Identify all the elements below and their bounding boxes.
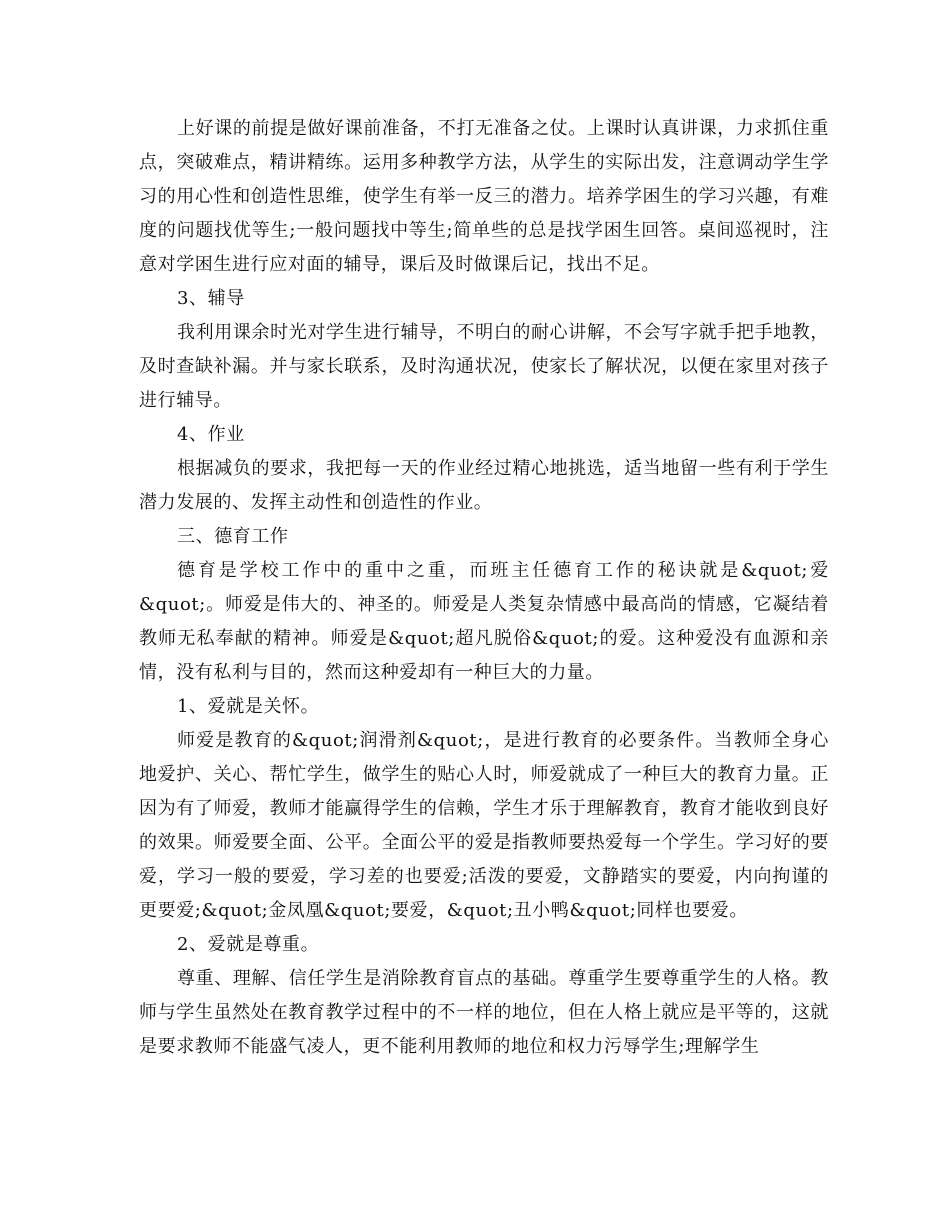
- paragraph-tutoring: 我利用课余时光对学生进行辅导，不明白的耐心讲解，不会写字就手把手地教，及时查缺补漏。并与家长联系，及时沟通状况，使家长了解状况，以便在家里对孩子进行辅导。: [139, 322, 829, 411]
- paragraph-love-is-respect: 尊重、理解、信任学生是消除教育盲点的基础。尊重学生要尊重学生的人格。教师与学生虽然处在教育教学过程中的不一样的地位，但在人格上就应是平等的，这就是要求教师不能盛气凌人，更不能利用教师的地位和权力污辱学生;理解学生: [139, 968, 829, 1057]
- heading-tutoring: 3、辅导: [177, 288, 245, 309]
- paragraph-moral-education: 德育是学校工作中的重中之重，而班主任德育工作的秘诀就是&quot;爱&quot;。师爱是伟大的、神圣的。师爱是人类复杂情感中最高尚的情感，它凝结着教师无私奉献的精神。师爱是&quot;超凡脱俗&quot;的爱。这种爱没有血源和亲情，没有私利与目的，然而这种爱却有一种巨大的力量。: [139, 560, 829, 683]
- heading-love-is-care: 1、爱就是关怀。: [177, 696, 320, 717]
- paragraph-class-preparation: 上好课的前提是做好课前准备，不打无准备之仗。上课时认真讲课，力求抓住重点，突破难点，精讲精练。运用多种教学方法，从学生的实际出发，注意调动学生学习的用心性和创造性思维，使学生有举一反三的潜力。培养学困生的学习兴趣，有难度的问题找优等生;一般问题找中等生;简单些的总是找学困生回答。桌间巡视时，注意对学困生进行应对面的辅导，课后及时做课后记，找出不足。: [139, 118, 829, 275]
- paragraph-homework: 根据减负的要求，我把每一天的作业经过精心地挑选，适当地留一些有利于学生潜力发展的、发挥主动性和创造性的作业。: [139, 458, 829, 513]
- heading-moral-education: 三、德育工作: [177, 526, 289, 547]
- document-body: [139, 112, 829, 1064]
- heading-love-is-respect: 2、爱就是尊重。: [177, 934, 320, 955]
- paragraph-love-is-care: 师爱是教育的&quot;润滑剂&quot;，是进行教育的必要条件。当教师全身心地爱护、关心、帮忙学生，做学生的贴心人时，师爱就成了一种巨大的教育力量。正因为有了师爱，教师才能赢得学生的信赖，学生才乐于理解教育，教育才能收到良好的效果。师爱要全面、公平。全面公平的爱是指教师要热爱每一个学生。学习好的要爱，学习一般的要爱，学习差的也要爱;活泼的要爱，文静踏实的要爱，内向拘谨的更要爱;&quot;金凤凰&quot;要爱，&quot;丑小鸭&quot;同样也要爱。: [139, 730, 829, 921]
- heading-homework: 4、作业: [177, 424, 245, 445]
